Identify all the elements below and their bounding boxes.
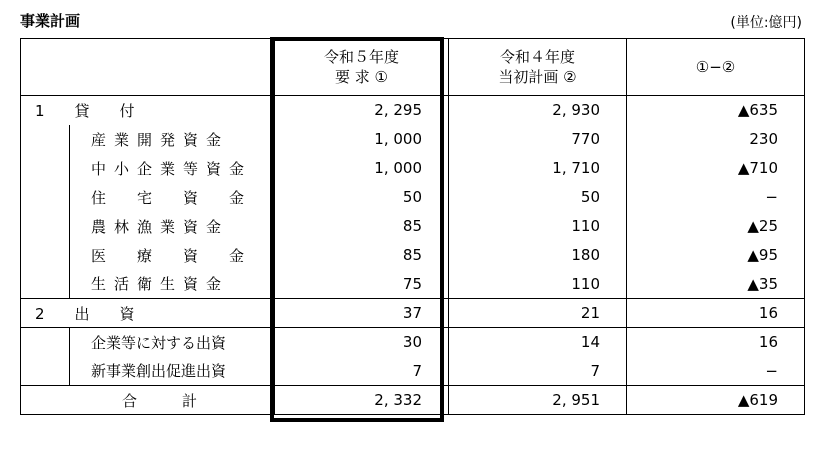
row-label: 住 宅 資 金 [21, 183, 275, 212]
cell-request: 1, 000 [275, 154, 449, 183]
header-request-line1: 令和５年度 [323, 48, 399, 66]
header-plan-line1: 令和４年度 [499, 48, 575, 66]
cell-request: 75 [275, 270, 449, 299]
cell-request: 1, 000 [275, 125, 449, 154]
unit-label: (単位:億円) [730, 15, 802, 31]
cell-difference: 16 [627, 299, 805, 328]
cell-difference: ▲710 [627, 154, 805, 183]
cell-difference: − [627, 357, 805, 386]
cell-request: 2, 295 [275, 96, 449, 125]
cell-difference: ▲635 [627, 96, 805, 125]
page-title: 事業計画 [20, 12, 81, 30]
row-label: 新事業創出促進出資 [21, 357, 275, 386]
cell-difference: 230 [627, 125, 805, 154]
cell-initial-plan: 770 [449, 125, 627, 154]
cell-initial-plan: 7 [449, 357, 627, 386]
cell-initial-plan: 21 [449, 299, 627, 328]
cell-initial-plan: 110 [449, 270, 627, 299]
cell-difference: − [627, 183, 805, 212]
cell-initial-plan: 1, 710 [449, 154, 627, 183]
row-label: 中小企業等資金 [21, 154, 275, 183]
header-initial-plan [449, 39, 627, 96]
header-plan-line2: 当初計画 ② [498, 68, 577, 86]
cell-request: 2, 332 [275, 386, 449, 415]
cell-request: 7 [275, 357, 449, 386]
header-blank [21, 39, 275, 96]
row-label: 企業等に対する出資 [21, 328, 275, 357]
cell-initial-plan: 50 [449, 183, 627, 212]
cell-difference: ▲619 [627, 386, 805, 415]
row-label: 1 貸 付 [21, 96, 275, 125]
cell-difference: ▲25 [627, 212, 805, 241]
cell-difference: ▲35 [627, 270, 805, 299]
cell-difference: ▲95 [627, 241, 805, 270]
cell-initial-plan: 2, 930 [449, 96, 627, 125]
cell-initial-plan: 180 [449, 241, 627, 270]
cell-initial-plan: 2, 951 [449, 386, 627, 415]
cell-initial-plan: 110 [449, 212, 627, 241]
row-label: 医 療 資 金 [21, 241, 275, 270]
highlight-column-frame [270, 37, 444, 422]
row-label: 産業開発資金 [21, 125, 275, 154]
row-label: 生活衛生資金 [21, 270, 275, 299]
cell-request: 85 [275, 241, 449, 270]
header-difference: ①−② [627, 39, 805, 96]
cell-request: 30 [275, 328, 449, 357]
row-label: 2 出 資 [21, 299, 275, 328]
header-request-line2: 要 求 ① [335, 68, 388, 86]
cell-request: 37 [275, 299, 449, 328]
cell-initial-plan: 14 [449, 328, 627, 357]
row-label: 合 計 [21, 386, 275, 415]
cell-request: 50 [275, 183, 449, 212]
row-label: 農林漁業資金 [21, 212, 275, 241]
cell-request: 85 [275, 212, 449, 241]
cell-difference: 16 [627, 328, 805, 357]
